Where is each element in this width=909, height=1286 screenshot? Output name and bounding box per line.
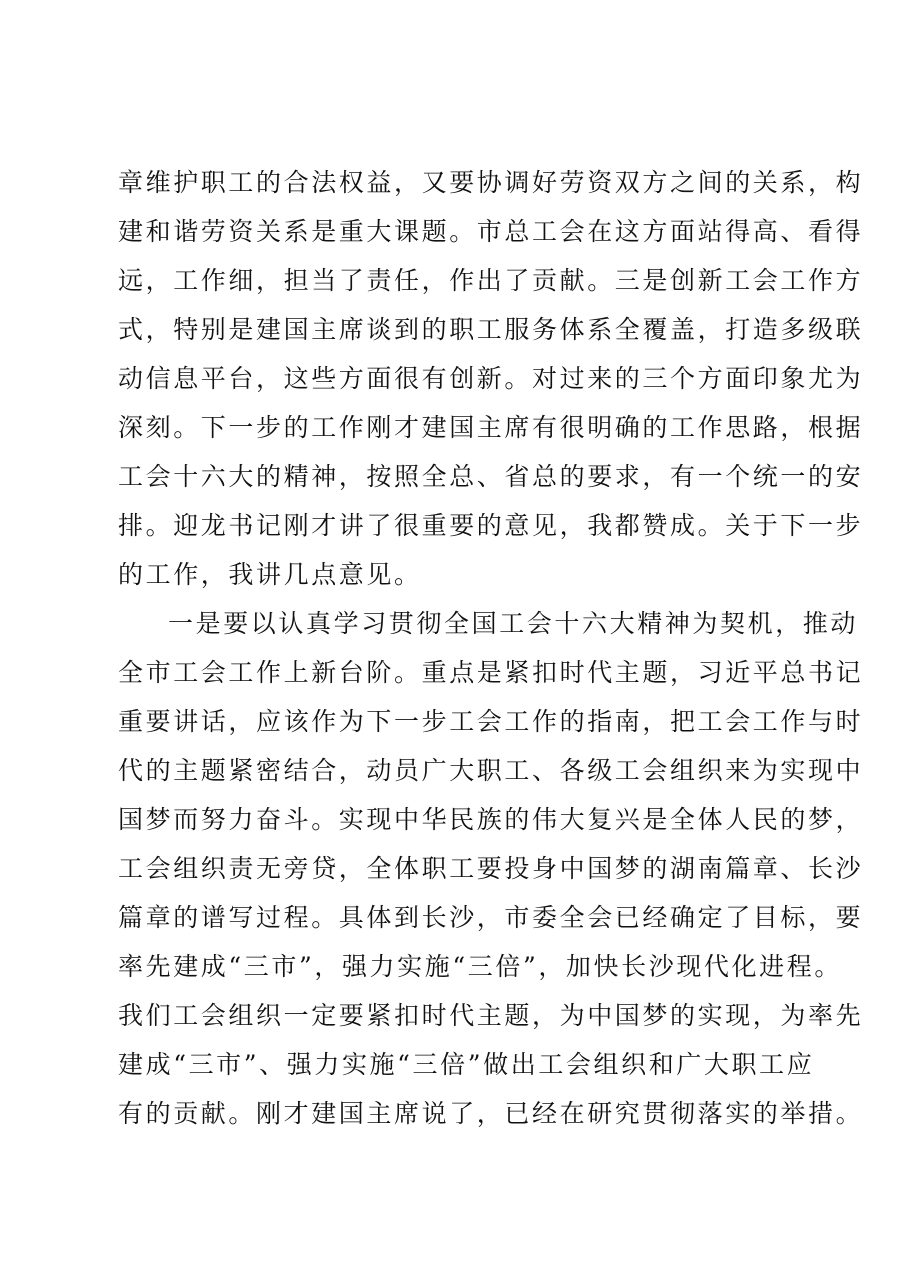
text-line-8: 排。迎龙书记刚才讲了很重要的意见，我都赞成。关于下一步 — [118, 511, 864, 540]
text-line-4: 式，特别是建国主席谈到的职工服务体系全覆盖，打造多级联 — [118, 315, 864, 344]
text-line-12: 重要讲话，应该作为下一步工会工作的指南，把工会工作与时 — [118, 707, 864, 736]
paragraph-2-first-line: 一是要以认真学习贯彻全国工会十六大精神为契机，推动 — [168, 609, 859, 638]
text-line-14: 国梦而努力奋斗。实现中华民族的伟大复兴是全体人民的梦， — [118, 805, 864, 834]
text-line-20: 有的贡献。刚才建国主席说了，已经在研究贯彻落实的举措。 — [118, 1099, 864, 1128]
text-line-19: 建成“三市”、强力实施“三倍”做出工会组织和广大职工应 — [118, 1050, 815, 1079]
text-line-15: 工会组织责无旁贷，全体职工要投身中国梦的湖南篇章、长沙 — [118, 854, 864, 883]
text-line-17: 率先建成“三市”，强力实施“三倍”，加快长沙现代化进程。 — [118, 952, 842, 981]
text-line-13: 代的主题紧密结合，动员广大职工、各级工会组织来为实现中 — [118, 756, 864, 785]
text-line-11: 全市工会工作上新台阶。重点是紧扣时代主题，习近平总书记 — [118, 658, 864, 687]
text-line-9: 的工作，我讲几点意见。 — [118, 560, 422, 589]
text-line-2: 建和谐劳资关系是重大课题。市总工会在这方面站得高、看得 — [118, 217, 864, 246]
text-line-5: 动信息平台，这些方面很有创新。对过来的三个方面印象尤为 — [118, 364, 864, 393]
text-line-16: 篇章的谱写过程。具体到长沙，市委全会已经确定了目标，要 — [118, 903, 864, 932]
text-line-18: 我们工会组织一定要紧扣时代主题，为中国梦的实现，为率先 — [118, 1001, 864, 1030]
text-line-6: 深刻。下一步的工作刚才建国主席有很明确的工作思路，根据 — [118, 413, 864, 442]
text-line-1: 章维护职工的合法权益，又要协调好劳资双方之间的关系，构 — [118, 168, 864, 197]
text-line-7: 工会十六大的精神，按照全总、省总的要求，有一个统一的安 — [118, 462, 864, 491]
text-line-3: 远，工作细，担当了责任，作出了贡献。三是创新工会工作方 — [118, 266, 864, 295]
